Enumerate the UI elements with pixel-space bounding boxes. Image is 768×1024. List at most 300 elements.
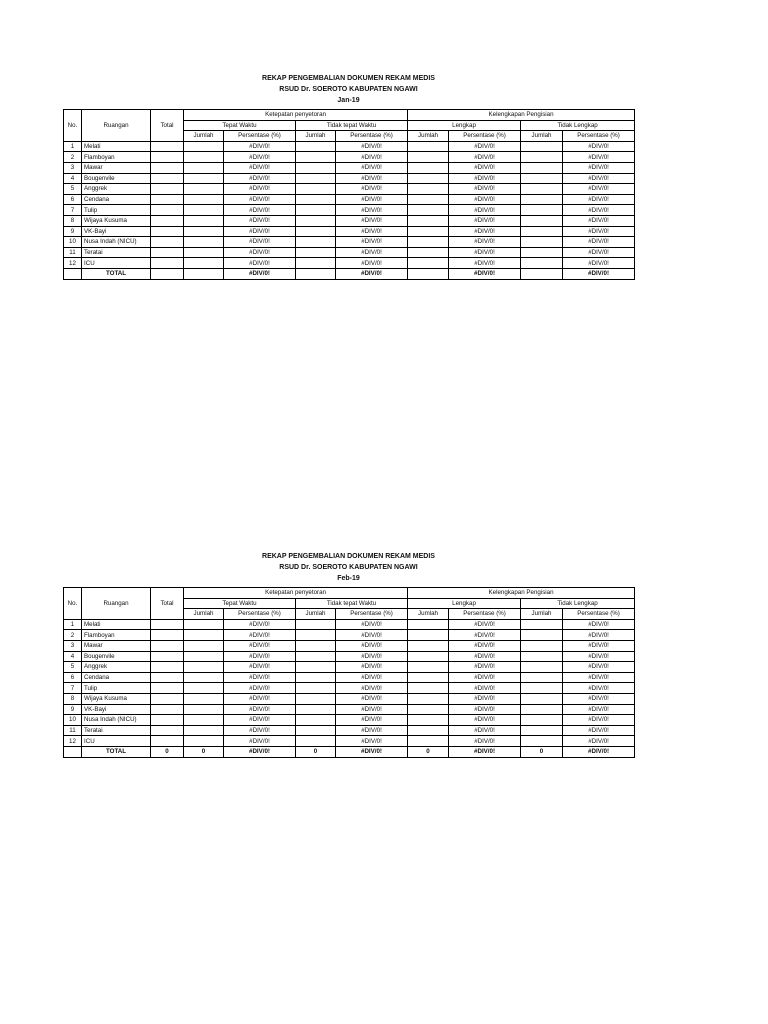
row-jumlah xyxy=(296,640,336,651)
row-persentase: #DIV/0! xyxy=(449,640,521,651)
row-number: 8 xyxy=(64,215,82,226)
row-jumlah xyxy=(408,704,449,715)
row-persentase: #DIV/0! xyxy=(449,173,521,184)
row-jumlah xyxy=(521,205,563,216)
table-row xyxy=(64,715,635,726)
col-header-total: Total xyxy=(151,588,184,620)
row-jumlah xyxy=(184,672,224,683)
table-row xyxy=(64,704,635,715)
row-total xyxy=(151,651,184,662)
col-header-persentase: Persentase (%) xyxy=(563,609,635,620)
row-persentase: #DIV/0! xyxy=(563,619,635,630)
row-ruangan: Flamboyan xyxy=(82,630,151,641)
row-number: 6 xyxy=(64,194,82,205)
row-persentase: #DIV/0! xyxy=(336,715,408,726)
row-number: 9 xyxy=(64,226,82,237)
table-row xyxy=(64,630,635,641)
table-row xyxy=(64,672,635,683)
col-header-tepat-waktu: Tepat Waktu xyxy=(184,598,296,609)
total-persentase: #DIV/0! xyxy=(449,268,521,279)
row-persentase: #DIV/0! xyxy=(336,640,408,651)
total-total: 0 xyxy=(151,746,184,757)
table-row xyxy=(64,683,635,694)
row-jumlah xyxy=(521,704,563,715)
col-header-lengkap: Lengkap xyxy=(408,598,521,609)
row-persentase: #DIV/0! xyxy=(224,693,296,704)
col-header-ruangan: Ruangan xyxy=(82,110,151,142)
row-persentase: #DIV/0! xyxy=(336,258,408,269)
col-header-kelengkapan: Kelengkapan Pengisian xyxy=(408,588,635,599)
row-persentase: #DIV/0! xyxy=(563,672,635,683)
recap-table xyxy=(63,109,635,280)
row-total xyxy=(151,619,184,630)
row-jumlah xyxy=(521,619,563,630)
row-persentase: #DIV/0! xyxy=(224,662,296,673)
row-jumlah xyxy=(408,237,449,248)
row-number: 11 xyxy=(64,725,82,736)
row-persentase: #DIV/0! xyxy=(224,226,296,237)
row-jumlah xyxy=(408,619,449,630)
row-jumlah xyxy=(521,194,563,205)
row-persentase: #DIV/0! xyxy=(224,725,296,736)
total-jumlah xyxy=(408,268,449,279)
row-jumlah xyxy=(521,247,563,258)
row-persentase: #DIV/0! xyxy=(449,619,521,630)
row-jumlah xyxy=(408,630,449,641)
col-header-jumlah: Jumlah xyxy=(184,131,224,142)
row-persentase: #DIV/0! xyxy=(563,704,635,715)
row-jumlah xyxy=(184,630,224,641)
row-persentase: #DIV/0! xyxy=(224,258,296,269)
col-header-jumlah: Jumlah xyxy=(296,609,336,620)
row-persentase: #DIV/0! xyxy=(449,662,521,673)
total-persentase: #DIV/0! xyxy=(336,746,408,757)
col-header-tidak-lengkap: Tidak Lengkap xyxy=(521,120,635,131)
row-ruangan: Cendana xyxy=(82,194,151,205)
row-persentase: #DIV/0! xyxy=(449,194,521,205)
row-total xyxy=(151,704,184,715)
table-row xyxy=(64,725,635,736)
row-persentase: #DIV/0! xyxy=(563,194,635,205)
row-ruangan: ICU xyxy=(82,258,151,269)
total-persentase: #DIV/0! xyxy=(224,746,296,757)
total-jumlah xyxy=(521,268,563,279)
col-header-ketepatan: Ketepatan penyetoran xyxy=(184,588,408,599)
row-persentase: #DIV/0! xyxy=(224,173,296,184)
row-number: 6 xyxy=(64,672,82,683)
report-subtitle: RSUD Dr. SOEROTO KABUPATEN NGAWI xyxy=(279,564,418,571)
row-persentase: #DIV/0! xyxy=(563,715,635,726)
row-persentase: #DIV/0! xyxy=(449,184,521,195)
row-persentase: #DIV/0! xyxy=(336,630,408,641)
row-jumlah xyxy=(184,141,224,152)
row-jumlah xyxy=(521,736,563,747)
row-jumlah xyxy=(521,173,563,184)
row-ruangan: Melati xyxy=(82,141,151,152)
row-jumlah xyxy=(521,630,563,641)
row-persentase: #DIV/0! xyxy=(563,630,635,641)
row-jumlah xyxy=(296,630,336,641)
row-number: 7 xyxy=(64,683,82,694)
row-jumlah xyxy=(521,672,563,683)
col-header-persentase: Persentase (%) xyxy=(449,609,521,620)
row-ruangan: Anggrek xyxy=(82,662,151,673)
row-jumlah xyxy=(408,184,449,195)
row-number: 8 xyxy=(64,693,82,704)
row-persentase: #DIV/0! xyxy=(449,725,521,736)
row-number: 3 xyxy=(64,640,82,651)
row-jumlah xyxy=(296,215,336,226)
row-number: 5 xyxy=(64,662,82,673)
report-header xyxy=(63,551,634,584)
row-number: 10 xyxy=(64,237,82,248)
row-jumlah xyxy=(296,736,336,747)
table-row xyxy=(64,640,635,651)
col-header-kelengkapan: Kelengkapan Pengisian xyxy=(408,110,635,121)
row-persentase: #DIV/0! xyxy=(224,736,296,747)
row-persentase: #DIV/0! xyxy=(449,651,521,662)
row-ruangan: ICU xyxy=(82,736,151,747)
total-label: TOTAL xyxy=(82,746,151,757)
row-persentase: #DIV/0! xyxy=(224,205,296,216)
row-persentase: #DIV/0! xyxy=(563,736,635,747)
row-jumlah xyxy=(521,662,563,673)
row-persentase: #DIV/0! xyxy=(224,141,296,152)
row-number: 4 xyxy=(64,651,82,662)
row-number: 5 xyxy=(64,184,82,195)
row-persentase: #DIV/0! xyxy=(224,215,296,226)
row-total xyxy=(151,152,184,163)
row-persentase: #DIV/0! xyxy=(563,640,635,651)
row-jumlah xyxy=(296,683,336,694)
row-jumlah xyxy=(408,662,449,673)
row-persentase: #DIV/0! xyxy=(449,693,521,704)
table-row xyxy=(64,736,635,747)
table-row xyxy=(64,619,635,630)
row-persentase: #DIV/0! xyxy=(563,725,635,736)
col-header-jumlah: Jumlah xyxy=(521,131,563,142)
row-jumlah xyxy=(521,226,563,237)
col-header-persentase: Persentase (%) xyxy=(224,131,296,142)
total-persentase: #DIV/0! xyxy=(224,268,296,279)
row-jumlah xyxy=(521,258,563,269)
report-title: REKAP PENGEMBALIAN DOKUMEN REKAM MEDIS xyxy=(262,553,435,560)
row-jumlah xyxy=(521,715,563,726)
row-jumlah xyxy=(184,162,224,173)
row-jumlah xyxy=(408,226,449,237)
row-persentase: #DIV/0! xyxy=(336,173,408,184)
col-header-persentase: Persentase (%) xyxy=(336,609,408,620)
table-row xyxy=(64,162,635,173)
row-jumlah xyxy=(296,651,336,662)
row-persentase: #DIV/0! xyxy=(224,194,296,205)
col-header-tepat-waktu: Tepat Waktu xyxy=(184,120,296,131)
row-ruangan: Wijaya Kusuma xyxy=(82,215,151,226)
row-jumlah xyxy=(408,683,449,694)
row-persentase: #DIV/0! xyxy=(449,152,521,163)
row-total xyxy=(151,184,184,195)
row-jumlah xyxy=(296,226,336,237)
row-jumlah xyxy=(408,152,449,163)
row-jumlah xyxy=(296,619,336,630)
row-persentase: #DIV/0! xyxy=(336,683,408,694)
row-persentase: #DIV/0! xyxy=(336,672,408,683)
row-jumlah xyxy=(184,619,224,630)
total-jumlah xyxy=(296,268,336,279)
table-row xyxy=(64,258,635,269)
row-persentase: #DIV/0! xyxy=(563,226,635,237)
row-persentase: #DIV/0! xyxy=(224,715,296,726)
row-persentase: #DIV/0! xyxy=(563,683,635,694)
row-total xyxy=(151,736,184,747)
row-jumlah xyxy=(184,640,224,651)
row-jumlah xyxy=(184,736,224,747)
row-jumlah xyxy=(521,184,563,195)
row-jumlah xyxy=(408,162,449,173)
row-persentase: #DIV/0! xyxy=(224,247,296,258)
total-number xyxy=(64,268,82,279)
row-ruangan: Mawar xyxy=(82,640,151,651)
row-jumlah xyxy=(408,215,449,226)
row-persentase: #DIV/0! xyxy=(563,651,635,662)
row-total xyxy=(151,672,184,683)
report-period: Feb-19 xyxy=(337,575,360,582)
table-row xyxy=(64,141,635,152)
col-header-no: No. xyxy=(64,588,82,620)
row-jumlah xyxy=(408,640,449,651)
row-number: 12 xyxy=(64,258,82,269)
row-persentase: #DIV/0! xyxy=(336,662,408,673)
row-number: 1 xyxy=(64,141,82,152)
row-jumlah xyxy=(296,693,336,704)
row-persentase: #DIV/0! xyxy=(449,215,521,226)
row-persentase: #DIV/0! xyxy=(563,258,635,269)
row-persentase: #DIV/0! xyxy=(224,630,296,641)
row-jumlah xyxy=(184,237,224,248)
row-persentase: #DIV/0! xyxy=(449,205,521,216)
row-persentase: #DIV/0! xyxy=(563,205,635,216)
row-jumlah xyxy=(184,683,224,694)
row-persentase: #DIV/0! xyxy=(563,215,635,226)
row-persentase: #DIV/0! xyxy=(336,704,408,715)
row-jumlah xyxy=(408,141,449,152)
row-persentase: #DIV/0! xyxy=(449,736,521,747)
row-jumlah xyxy=(296,173,336,184)
row-number: 10 xyxy=(64,715,82,726)
col-header-tidak-lengkap: Tidak Lengkap xyxy=(521,598,635,609)
row-persentase: #DIV/0! xyxy=(563,152,635,163)
row-persentase: #DIV/0! xyxy=(449,247,521,258)
row-jumlah xyxy=(296,162,336,173)
row-persentase: #DIV/0! xyxy=(449,226,521,237)
row-jumlah xyxy=(408,247,449,258)
row-jumlah xyxy=(408,693,449,704)
col-header-no: No. xyxy=(64,110,82,142)
row-jumlah xyxy=(521,683,563,694)
row-jumlah xyxy=(184,215,224,226)
row-jumlah xyxy=(408,194,449,205)
row-ruangan: Flamboyan xyxy=(82,152,151,163)
row-persentase: #DIV/0! xyxy=(224,162,296,173)
col-header-tidak-tepat-waktu: Tidak tepat Waktu xyxy=(296,598,408,609)
row-persentase: #DIV/0! xyxy=(449,630,521,641)
row-jumlah xyxy=(296,662,336,673)
row-jumlah xyxy=(521,162,563,173)
row-jumlah xyxy=(296,258,336,269)
row-ruangan: Teratai xyxy=(82,725,151,736)
row-ruangan: Teratai xyxy=(82,247,151,258)
row-jumlah xyxy=(184,247,224,258)
row-total xyxy=(151,683,184,694)
row-number: 9 xyxy=(64,704,82,715)
row-persentase: #DIV/0! xyxy=(336,184,408,195)
row-total xyxy=(151,725,184,736)
total-persentase: #DIV/0! xyxy=(336,268,408,279)
row-jumlah xyxy=(184,651,224,662)
col-header-jumlah: Jumlah xyxy=(296,131,336,142)
row-jumlah xyxy=(521,693,563,704)
row-jumlah xyxy=(408,258,449,269)
row-persentase: #DIV/0! xyxy=(449,715,521,726)
row-number: 4 xyxy=(64,173,82,184)
report-subtitle: RSUD Dr. SOEROTO KABUPATEN NGAWI xyxy=(279,86,418,93)
table-row xyxy=(64,173,635,184)
col-header-jumlah: Jumlah xyxy=(408,609,449,620)
row-persentase: #DIV/0! xyxy=(336,205,408,216)
row-jumlah xyxy=(184,194,224,205)
row-jumlah xyxy=(184,725,224,736)
row-jumlah xyxy=(521,141,563,152)
row-persentase: #DIV/0! xyxy=(224,672,296,683)
row-number: 12 xyxy=(64,736,82,747)
total-row xyxy=(64,268,635,279)
row-number: 11 xyxy=(64,247,82,258)
row-persentase: #DIV/0! xyxy=(224,237,296,248)
row-total xyxy=(151,162,184,173)
row-jumlah xyxy=(296,184,336,195)
col-header-ruangan: Ruangan xyxy=(82,588,151,620)
row-persentase: #DIV/0! xyxy=(336,162,408,173)
row-persentase: #DIV/0! xyxy=(449,258,521,269)
col-header-lengkap: Lengkap xyxy=(408,120,521,131)
row-persentase: #DIV/0! xyxy=(449,672,521,683)
table-row xyxy=(64,247,635,258)
col-header-ketepatan: Ketepatan penyetoran xyxy=(184,110,408,121)
row-persentase: #DIV/0! xyxy=(224,651,296,662)
row-total xyxy=(151,141,184,152)
row-persentase: #DIV/0! xyxy=(449,704,521,715)
row-number: 3 xyxy=(64,162,82,173)
total-label: TOTAL xyxy=(82,268,151,279)
row-jumlah xyxy=(184,258,224,269)
row-ruangan: Cendana xyxy=(82,672,151,683)
table-row xyxy=(64,152,635,163)
row-persentase: #DIV/0! xyxy=(336,194,408,205)
table-row xyxy=(64,693,635,704)
row-total xyxy=(151,693,184,704)
total-total xyxy=(151,268,184,279)
row-jumlah xyxy=(296,704,336,715)
row-jumlah xyxy=(184,704,224,715)
total-persentase: #DIV/0! xyxy=(563,746,635,757)
row-persentase: #DIV/0! xyxy=(336,141,408,152)
row-persentase: #DIV/0! xyxy=(449,162,521,173)
row-total xyxy=(151,194,184,205)
row-jumlah xyxy=(184,693,224,704)
row-jumlah xyxy=(296,152,336,163)
row-ruangan: Tulip xyxy=(82,683,151,694)
recap-table xyxy=(63,587,635,758)
total-jumlah: 0 xyxy=(296,746,336,757)
table-row xyxy=(64,215,635,226)
row-jumlah xyxy=(521,152,563,163)
col-header-total: Total xyxy=(151,110,184,142)
row-ruangan: Mawar xyxy=(82,162,151,173)
total-jumlah: 0 xyxy=(521,746,563,757)
row-ruangan: Nusa Indah (NICU) xyxy=(82,237,151,248)
row-jumlah xyxy=(408,715,449,726)
row-persentase: #DIV/0! xyxy=(224,184,296,195)
total-row xyxy=(64,746,635,757)
row-jumlah xyxy=(521,237,563,248)
row-persentase: #DIV/0! xyxy=(336,693,408,704)
row-persentase: #DIV/0! xyxy=(563,662,635,673)
row-ruangan: Tulip xyxy=(82,205,151,216)
row-jumlah xyxy=(296,247,336,258)
row-total xyxy=(151,247,184,258)
row-total xyxy=(151,640,184,651)
row-jumlah xyxy=(408,173,449,184)
col-header-persentase: Persentase (%) xyxy=(224,609,296,620)
row-ruangan: Bougenvile xyxy=(82,651,151,662)
table-row xyxy=(64,651,635,662)
report-jan xyxy=(63,73,634,280)
row-persentase: #DIV/0! xyxy=(449,237,521,248)
row-number: 2 xyxy=(64,152,82,163)
row-persentase: #DIV/0! xyxy=(224,704,296,715)
row-persentase: #DIV/0! xyxy=(224,683,296,694)
row-persentase: #DIV/0! xyxy=(224,152,296,163)
row-persentase: #DIV/0! xyxy=(449,141,521,152)
col-header-jumlah: Jumlah xyxy=(521,609,563,620)
col-header-persentase: Persentase (%) xyxy=(449,131,521,142)
row-number: 7 xyxy=(64,205,82,216)
row-jumlah xyxy=(184,152,224,163)
row-persentase: #DIV/0! xyxy=(336,651,408,662)
col-header-tidak-tepat-waktu: Tidak tepat Waktu xyxy=(296,120,408,131)
row-number: 2 xyxy=(64,630,82,641)
row-total xyxy=(151,173,184,184)
total-jumlah: 0 xyxy=(408,746,449,757)
row-total xyxy=(151,215,184,226)
row-total xyxy=(151,715,184,726)
row-total xyxy=(151,205,184,216)
row-jumlah xyxy=(184,173,224,184)
row-number: 1 xyxy=(64,619,82,630)
row-persentase: #DIV/0! xyxy=(336,619,408,630)
row-persentase: #DIV/0! xyxy=(336,736,408,747)
col-header-persentase: Persentase (%) xyxy=(563,131,635,142)
report-feb xyxy=(63,551,634,758)
row-ruangan: Bougenvile xyxy=(82,173,151,184)
table-row xyxy=(64,194,635,205)
row-jumlah xyxy=(408,205,449,216)
row-jumlah xyxy=(521,651,563,662)
table-row xyxy=(64,226,635,237)
row-persentase: #DIV/0! xyxy=(449,683,521,694)
row-ruangan: VK-Bayi xyxy=(82,704,151,715)
row-total xyxy=(151,630,184,641)
